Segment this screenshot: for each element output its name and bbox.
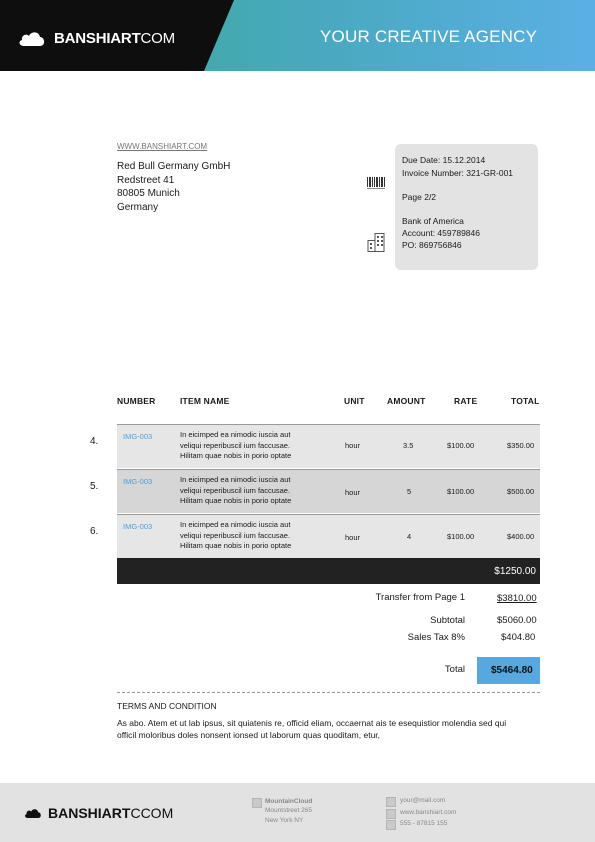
item-description-line: veliqui reperibuscil ium faccusae.	[180, 440, 291, 450]
tax-label: Sales Tax 8%	[407, 632, 465, 643]
terms-line: officil moloribus doles nonsent ionsed ut laborum quas quoditam, etur,	[117, 729, 381, 740]
item-description-line: In eicimped ea nimodic iuscia aut	[180, 430, 291, 439]
item-description-line: Hilitam quae nobis in porio optate	[180, 541, 292, 550]
item-description-line: Hilitam quae nobis in porio optate	[180, 451, 292, 460]
terms-heading: TERMS AND CONDITION	[117, 701, 217, 711]
building-icon	[366, 232, 386, 253]
invoice-number: Invoice Number: 321-GR-001	[402, 168, 514, 178]
item-rate: $100.00	[447, 487, 475, 496]
client-street: Redstreet 41	[117, 174, 175, 186]
po-number: PO: 869756846	[402, 240, 462, 250]
page-total-bar	[117, 558, 540, 584]
footer-web[interactable]: www.banshiart.com	[400, 809, 457, 816]
page-total-value: $1250.00	[494, 566, 536, 577]
subtotal-value: $5060.00	[497, 615, 537, 626]
brand-name-bold: BANSHIART	[54, 30, 141, 47]
row-number: 5.	[90, 481, 99, 492]
item-description-line: In eicimped ea nimodic iuscia aut	[180, 475, 291, 484]
item-total: $400.00	[507, 532, 535, 541]
col-header-rate: RATE	[454, 396, 478, 406]
table-row	[117, 424, 540, 468]
grand-total-box	[477, 657, 540, 684]
table-row	[117, 469, 540, 513]
footer-company: MountainCloud	[265, 798, 313, 805]
item-description-line: Hilitam quae nobis in porio optate	[180, 496, 292, 505]
item-unit: hour	[345, 441, 361, 450]
table-row	[117, 514, 540, 558]
item-rate: $100.00	[447, 441, 475, 450]
location-icon	[252, 798, 262, 808]
header-banner	[0, 0, 595, 71]
website-link[interactable]: WWW.BANSHIART.COM	[117, 142, 208, 151]
page-indicator: Page 2/2	[402, 192, 437, 202]
row-number: 4.	[90, 436, 99, 447]
tagline: YOUR CREATIVE AGENCY	[320, 27, 538, 46]
client-name: Red Bull Germany GmbH	[117, 161, 231, 172]
item-code: IMG-003	[123, 522, 153, 531]
footer-brand-light: CCOM	[130, 805, 174, 821]
col-header-number: NUMBER	[117, 396, 156, 406]
item-code: IMG-003	[123, 477, 153, 486]
grand-total-label: Total	[444, 664, 465, 675]
row-number: 6.	[90, 526, 99, 537]
transfer-value: $3810.00	[497, 593, 537, 604]
terms-body	[117, 718, 547, 741]
footer-brand-bold: BANSHIART	[48, 805, 131, 821]
footer-city: New York NY	[265, 817, 304, 824]
phone-icon	[386, 820, 396, 830]
item-total: $350.00	[507, 441, 535, 450]
barcode-icon	[366, 176, 386, 190]
brand-logo	[18, 30, 175, 47]
footer-phone: 555 - 87815 155	[400, 820, 448, 827]
footer-logo	[24, 805, 173, 821]
item-description	[180, 475, 330, 507]
bank-name: Bank of America	[402, 216, 464, 226]
email-icon	[386, 797, 396, 807]
item-total: $500.00	[507, 487, 535, 496]
col-header-unit: UNIT	[344, 396, 365, 406]
item-description	[180, 430, 330, 462]
client-address	[117, 160, 230, 214]
cloud-icon	[24, 808, 42, 819]
item-description-line: veliqui reperibuscil ium faccusae.	[180, 530, 291, 540]
footer-street: Mountstreet 265	[265, 807, 312, 814]
col-header-item: ITEM NAME	[180, 396, 230, 406]
client-city: 80805 Munich	[117, 188, 180, 199]
brand-name-light: COM	[140, 30, 175, 47]
item-description	[180, 520, 330, 552]
account-number: Account: 459789846	[402, 228, 480, 238]
item-rate: $100.00	[447, 532, 475, 541]
client-country: Germany	[117, 201, 159, 213]
divider	[117, 692, 540, 693]
tax-value: $404.80	[501, 632, 536, 643]
item-unit: hour	[345, 488, 361, 497]
terms-line: As abo. Atem et ut lab ipsus, sit quiatenis re, officid eliam, occaernat ais te esequistior molendia sed qui	[117, 718, 507, 728]
item-amount: 4	[407, 532, 412, 541]
due-date: Due Date: 15.12.2014	[402, 155, 486, 165]
item-amount: 3.5	[403, 441, 414, 450]
transfer-label: Transfer from Page 1	[375, 592, 465, 603]
footer-email[interactable]: your@mail.com	[400, 797, 446, 804]
col-header-total: TOTAL	[511, 396, 540, 406]
item-unit: hour	[345, 533, 361, 542]
item-description-line: In eicimped ea nimodic iuscia aut	[180, 520, 291, 529]
col-header-amount: AMOUNT	[387, 396, 426, 406]
grand-total-value: $5464.80	[491, 665, 533, 676]
item-amount: 5	[407, 487, 412, 496]
cloud-icon	[18, 31, 46, 47]
web-icon	[386, 809, 396, 819]
item-code: IMG-003	[123, 432, 153, 441]
subtotal-label: Subtotal	[430, 615, 465, 626]
item-description-line: veliqui reperibuscil ium faccusae.	[180, 485, 291, 495]
